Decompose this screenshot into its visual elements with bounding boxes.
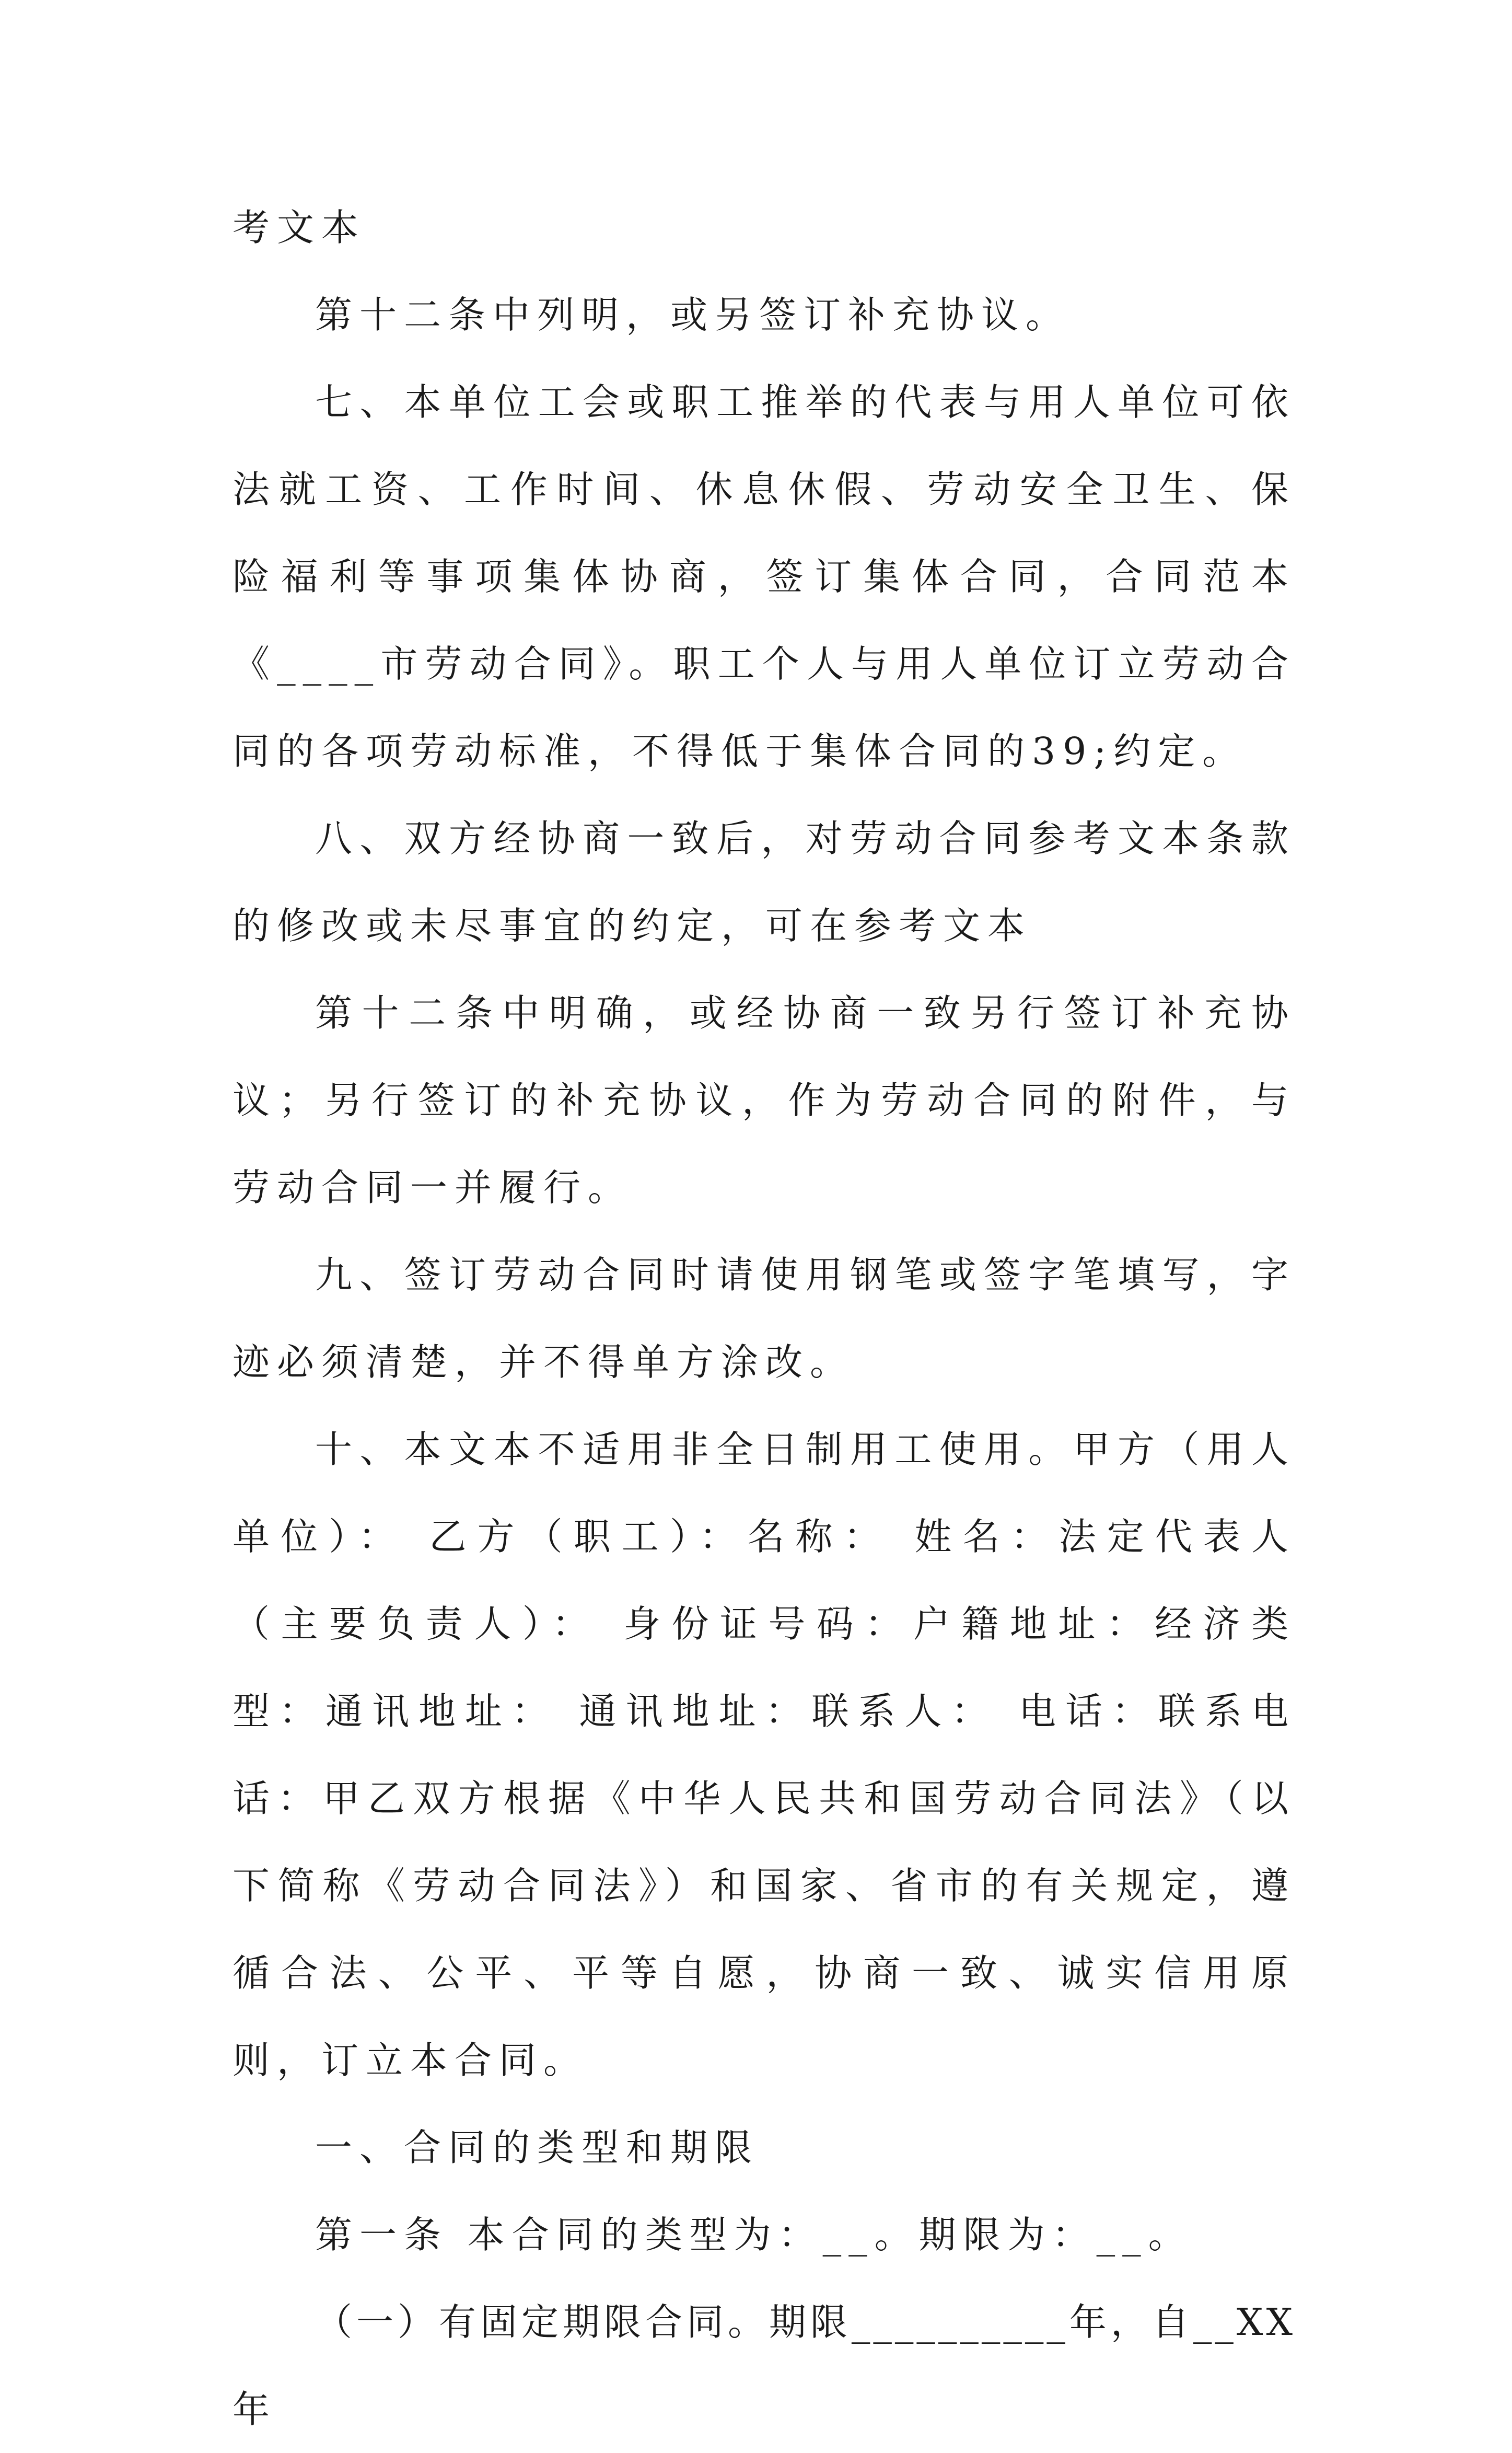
paragraph-fixed-term: （一）有固定期限合同。期限__________年，自__XX 年: [232, 2300, 1296, 2431]
paragraph-item-8: 八、双方经协商一致后，对劳动合同参考文本条款的修改或未尽事宜的约定，可在参考文本: [232, 817, 1296, 947]
paragraph-item-10: 十、本文本不适用非全日制用工使用。甲方（用人单位）： 乙方（职工）：名称： 姓名：法定代表人（主要负责人）： 身份证号码：户籍地址：经济类型：通讯地址： 通讯地址：联系人： 电话：联系电话：甲乙双方根据《中华人民共和国劳动合同法》（以下简称《劳动合同法》）和国家、省市的有关规定，遵循合法、公平、平等自愿，协商一致、诚实信用原则，订立本合同。: [232, 1428, 1296, 2082]
paragraph-article-1: 第一条 本合同的类型为：__。期限为：__。: [315, 2213, 1193, 2257]
section-heading-contract-type: 一、合同的类型和期限: [315, 2126, 760, 2169]
paragraph-article-12-note: 第十二条中列明，或另签订补充协议。: [315, 293, 1071, 337]
paragraph-article-12-supplement: 第十二条中明确，或经协商一致另行签订补充协议；另行签订的补充协议，作为劳动合同的附件，与劳动合同一并履行。: [232, 991, 1296, 1209]
paragraph-continuation: 考文本: [232, 206, 366, 249]
paragraph-item-7: 七、本单位工会或职工推举的代表与用人单位可依法就工资、工作时间、休息休假、劳动安全卫生、保险福利等事项集体协商，签订集体合同，合同范本《____市劳动合同》。职工个人与用人单位订立劳动合同的各项劳动标准，不得低于集体合同的39;约定。: [232, 380, 1296, 773]
document-body: [232, 184, 1296, 2453]
paragraph-item-9: 九、签订劳动合同时请使用钢笔或签字笔填写，字迹必须清楚，并不得单方涂改。: [232, 1253, 1296, 1384]
